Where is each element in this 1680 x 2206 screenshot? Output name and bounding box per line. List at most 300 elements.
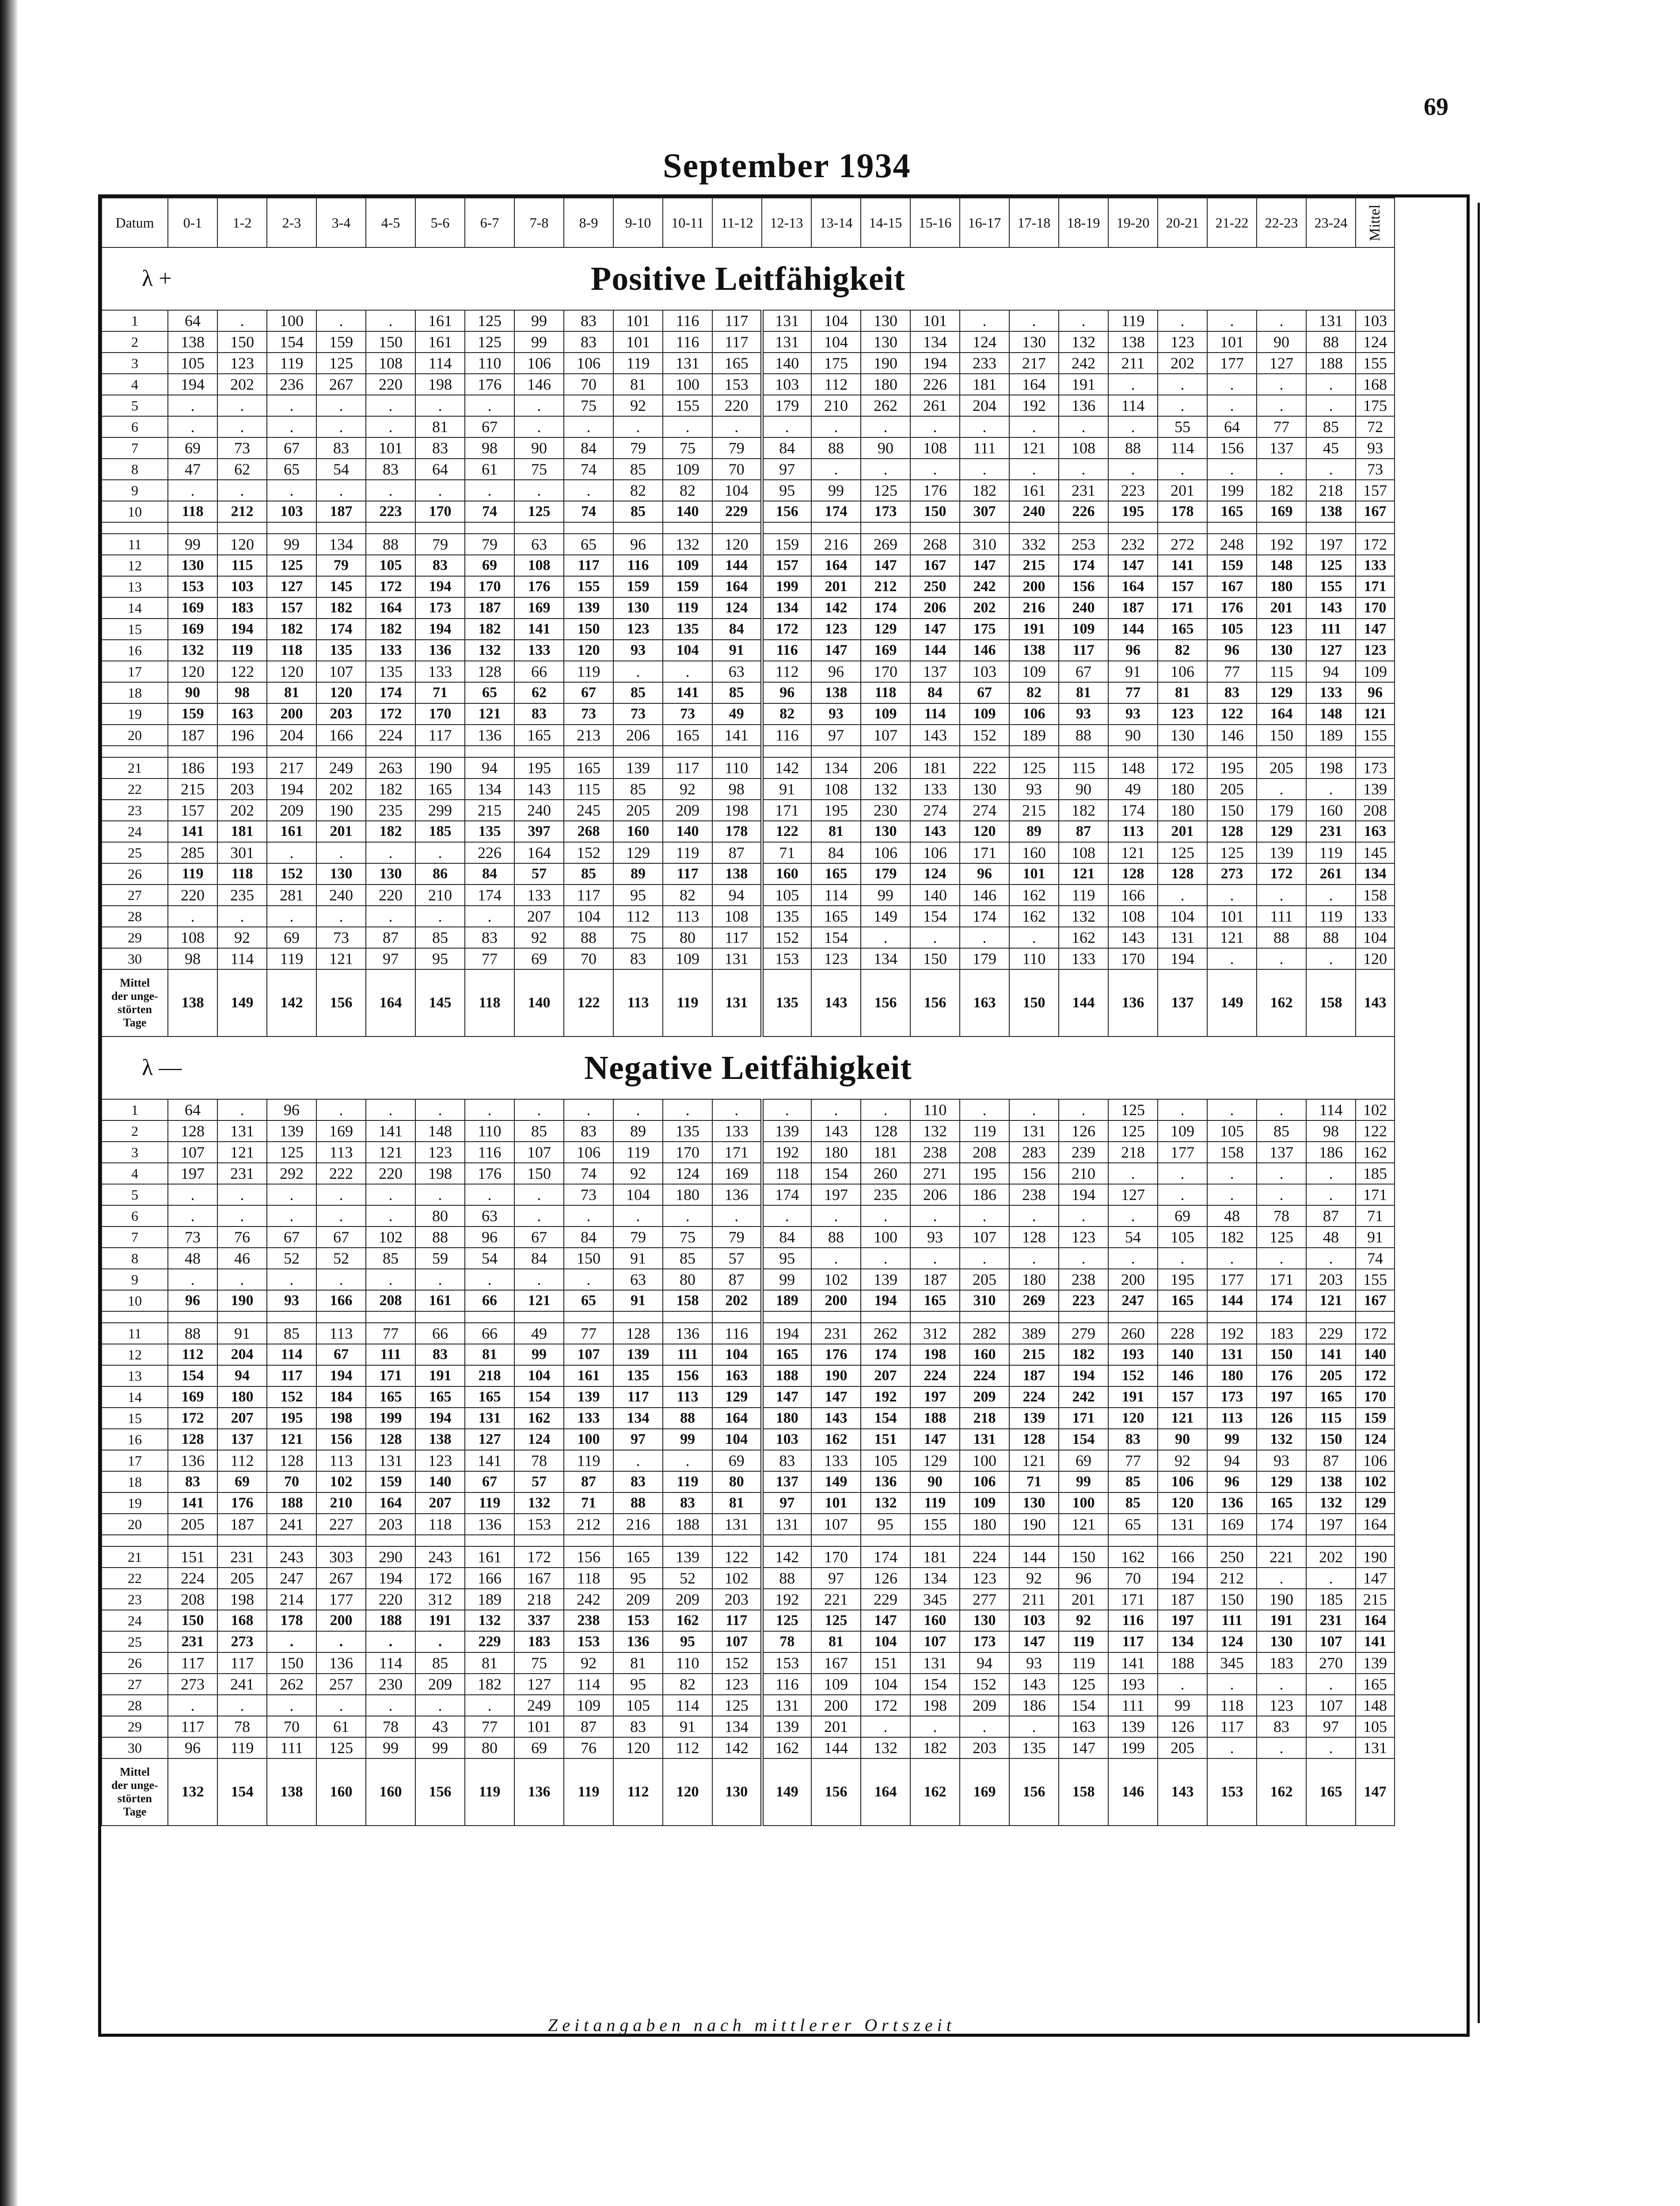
datum-cell: 4 [102, 374, 168, 395]
value-cell: 84 [564, 437, 613, 459]
value-cell: 182 [316, 597, 366, 619]
value-cell: 88 [1059, 725, 1108, 746]
value-cell: 167 [811, 1652, 861, 1674]
value-cell: 197 [168, 1163, 217, 1184]
value-cell: 83 [564, 1120, 613, 1142]
mean-value: 149 [1207, 969, 1257, 1037]
value-cell: 190 [1257, 1589, 1306, 1610]
gap-cell [102, 1311, 168, 1323]
value-cell: 108 [366, 353, 415, 374]
mean-label-line: Mittel [120, 1766, 150, 1778]
value-cell: 170 [811, 1546, 861, 1568]
value-cell: 165 [514, 725, 564, 746]
gap-cell [415, 1535, 465, 1546]
value-cell: 125 [1257, 1226, 1306, 1248]
value-cell: 204 [217, 1344, 267, 1365]
value-cell: 124 [712, 597, 762, 619]
value-cell: 101 [1009, 863, 1059, 885]
value-cell: 177 [1207, 353, 1257, 374]
value-cell: 132 [465, 640, 514, 661]
value-cell: 147 [1108, 555, 1158, 576]
value-cell: 133 [415, 661, 465, 682]
gap-cell [910, 746, 960, 757]
header-hour: 13-14 [811, 198, 861, 247]
value-cell: . [366, 310, 415, 331]
value-cell: 127 [267, 576, 316, 597]
value-cell: 70 [564, 374, 613, 395]
gap-cell [1059, 522, 1108, 534]
gap-cell [1207, 1311, 1257, 1323]
value-cell: 172 [366, 703, 415, 725]
gap-cell [712, 1535, 762, 1546]
value-cell: 107 [168, 1142, 217, 1163]
value-cell: 282 [960, 1323, 1009, 1344]
value-cell: 97 [811, 1568, 861, 1589]
value-cell: 88 [415, 1226, 465, 1248]
value-cell: 156 [762, 501, 811, 522]
value-cell: 99 [861, 885, 910, 906]
value-cell: 270 [1306, 1652, 1356, 1674]
value-cell: 119 [217, 640, 267, 661]
value-cell: 81 [1158, 682, 1207, 703]
value-cell: 144 [811, 1737, 861, 1758]
value-cell: 109 [960, 703, 1009, 725]
value-cell: 52 [316, 1248, 366, 1269]
gap-cell [102, 746, 168, 757]
value-cell: . [663, 1205, 712, 1226]
value-cell: 157 [1158, 576, 1207, 597]
value-cell: 182 [1059, 1344, 1108, 1365]
value-cell: . [960, 310, 1009, 331]
mean-value: 160 [366, 1758, 415, 1826]
negative-section-header [102, 1037, 1395, 1099]
value-cell: . [1059, 1205, 1108, 1226]
value-cell: 181 [861, 1142, 910, 1163]
value-cell: 138 [1306, 501, 1356, 522]
row-mean-cell: 105 [1356, 1716, 1395, 1737]
data-table-frame [98, 194, 1470, 2037]
value-cell: 73 [316, 927, 366, 948]
gap-cell [267, 1535, 316, 1546]
value-cell: 143 [811, 1120, 861, 1142]
value-cell: 141 [712, 725, 762, 746]
value-cell: 119 [663, 1471, 712, 1492]
value-cell: 193 [1108, 1674, 1158, 1695]
value-cell: 124 [514, 1429, 564, 1450]
value-cell: 110 [712, 757, 762, 778]
value-cell: 131 [712, 948, 762, 969]
value-cell: 170 [861, 661, 910, 682]
value-cell: 229 [712, 501, 762, 522]
value-cell: 83 [564, 331, 613, 353]
value-cell: . [663, 1450, 712, 1471]
value-cell: 207 [415, 1492, 465, 1514]
datum-cell: 7 [102, 1226, 168, 1248]
value-cell: 88 [613, 1492, 663, 1514]
row-mean-cell: 71 [1356, 1205, 1395, 1226]
value-cell: 152 [564, 842, 613, 863]
value-cell: 279 [1059, 1323, 1108, 1344]
value-cell: 133 [712, 1120, 762, 1142]
value-cell: 187 [1009, 1365, 1059, 1386]
datum-cell: 12 [102, 1344, 168, 1365]
mean-label-line: störten [118, 1792, 152, 1805]
value-cell: 192 [762, 1589, 811, 1610]
value-cell: 105 [1207, 1120, 1257, 1142]
value-cell: 118 [564, 1568, 613, 1589]
value-cell: 85 [613, 459, 663, 480]
row-mean-cell: 134 [1356, 863, 1395, 885]
value-cell: 195 [960, 1163, 1009, 1184]
value-cell: 261 [910, 395, 960, 416]
value-cell: 108 [811, 778, 861, 800]
value-cell: 124 [1207, 1631, 1257, 1652]
value-cell: 128 [168, 1120, 217, 1142]
value-cell: 88 [762, 1568, 811, 1589]
value-cell: 139 [613, 1344, 663, 1365]
value-cell: 136 [465, 725, 514, 746]
header-hour: 7-8 [514, 198, 564, 247]
value-cell: 130 [861, 331, 910, 353]
value-cell: 130 [960, 1610, 1009, 1631]
row-mean-cell: 164 [1356, 1610, 1395, 1631]
value-cell: . [415, 1184, 465, 1205]
value-cell: . [1158, 310, 1207, 331]
value-cell: 46 [217, 1248, 267, 1269]
value-cell: 128 [1009, 1226, 1059, 1248]
row-mean-cell: 102 [1356, 1471, 1395, 1492]
value-cell: 125 [316, 353, 366, 374]
row-mean-cell: 208 [1356, 800, 1395, 821]
value-cell: 231 [217, 1546, 267, 1568]
value-cell: 147 [811, 1386, 861, 1408]
value-cell: . [762, 1205, 811, 1226]
value-cell: . [1306, 1248, 1356, 1269]
value-cell: 217 [267, 757, 316, 778]
row-mean-cell: 157 [1356, 480, 1395, 501]
value-cell: 91 [613, 1290, 663, 1311]
value-cell: 152 [1108, 1365, 1158, 1386]
value-cell: 226 [1059, 501, 1108, 522]
value-cell: 209 [415, 1674, 465, 1695]
value-cell: 91 [663, 1716, 712, 1737]
value-cell: 100 [1059, 1492, 1108, 1514]
row-gap [102, 746, 1395, 757]
value-cell: 134 [1158, 1631, 1207, 1652]
value-cell: 191 [1108, 1386, 1158, 1408]
value-cell: 54 [316, 459, 366, 480]
value-cell: 208 [960, 1142, 1009, 1163]
value-cell: 206 [910, 1184, 960, 1205]
gap-cell [102, 522, 168, 534]
value-cell: 150 [1257, 725, 1306, 746]
value-cell: 97 [811, 725, 861, 746]
value-cell: 109 [1158, 1120, 1207, 1142]
value-cell: 195 [1108, 501, 1158, 522]
value-cell: 90 [1108, 725, 1158, 746]
value-cell: 139 [613, 757, 663, 778]
value-cell: 165 [910, 1290, 960, 1311]
value-cell: 159 [316, 331, 366, 353]
value-cell: 243 [415, 1546, 465, 1568]
value-cell: 164 [811, 555, 861, 576]
value-cell: 273 [217, 1631, 267, 1652]
value-cell: 133 [910, 778, 960, 800]
value-cell: 141 [168, 1492, 217, 1514]
header-hour: 0-1 [168, 198, 217, 247]
value-cell: 182 [465, 619, 514, 640]
value-cell: 169 [1207, 1514, 1257, 1535]
header-hour: 9-10 [613, 198, 663, 247]
value-cell: 64 [415, 459, 465, 480]
value-cell: . [564, 1205, 613, 1226]
value-cell: 165 [1158, 1290, 1207, 1311]
table-row [102, 395, 1395, 416]
value-cell: . [267, 842, 316, 863]
value-cell: 131 [762, 1514, 811, 1535]
value-cell: 107 [514, 1142, 564, 1163]
value-cell: 166 [316, 1290, 366, 1311]
value-cell: 103 [217, 576, 267, 597]
value-cell: 167 [514, 1568, 564, 1589]
value-cell: . [267, 1184, 316, 1205]
value-cell: 116 [762, 725, 811, 746]
value-cell: 129 [1257, 821, 1306, 842]
value-cell: . [1059, 416, 1108, 437]
row-mean-cell: 139 [1356, 1652, 1395, 1674]
value-cell: 123 [415, 1142, 465, 1163]
value-cell: 189 [1009, 725, 1059, 746]
value-cell: 103 [762, 374, 811, 395]
value-cell: 186 [1009, 1695, 1059, 1716]
mean-value: 138 [168, 969, 217, 1037]
value-cell: 111 [663, 1344, 712, 1365]
value-cell: 118 [1207, 1695, 1257, 1716]
row-mean-cell: 167 [1356, 501, 1395, 522]
value-cell: 70 [564, 948, 613, 969]
row-mean-cell: 124 [1356, 1429, 1395, 1450]
value-cell: 113 [1207, 1408, 1257, 1429]
value-cell: 88 [663, 1408, 712, 1429]
value-cell: 117 [663, 863, 712, 885]
value-cell: 166 [1158, 1546, 1207, 1568]
value-cell: 215 [168, 778, 217, 800]
value-cell: 173 [861, 501, 910, 522]
value-cell: . [267, 395, 316, 416]
value-cell: . [1108, 374, 1158, 395]
mean-label-line: der unge- [111, 1779, 158, 1792]
mean-value: 119 [564, 1758, 613, 1826]
value-cell: 137 [762, 1471, 811, 1492]
value-cell: 121 [1059, 1514, 1108, 1535]
value-cell: 112 [663, 1737, 712, 1758]
value-cell: 74 [564, 501, 613, 522]
value-cell: 95 [762, 480, 811, 501]
value-cell: . [168, 1695, 217, 1716]
value-cell: 148 [415, 1120, 465, 1142]
positive-lambda-symbol: λ + [142, 266, 172, 291]
value-cell: 127 [465, 1429, 514, 1450]
row-mean-cell: 133 [1356, 906, 1395, 927]
value-cell: 73 [217, 437, 267, 459]
value-cell: . [910, 1716, 960, 1737]
table-row [102, 821, 1395, 842]
value-cell: 248 [1207, 534, 1257, 555]
gap-cell [712, 746, 762, 757]
value-cell: 123 [712, 1674, 762, 1695]
value-cell: . [1306, 1163, 1356, 1184]
value-cell: 167 [1207, 576, 1257, 597]
value-cell: 194 [1158, 948, 1207, 969]
datum-cell: 5 [102, 395, 168, 416]
value-cell: 290 [366, 1546, 415, 1568]
value-cell: 151 [861, 1429, 910, 1450]
value-cell: 202 [316, 778, 366, 800]
gap-cell [1306, 1311, 1356, 1323]
value-cell: . [415, 1099, 465, 1120]
value-cell: . [168, 906, 217, 927]
value-cell: 170 [415, 501, 465, 522]
gap-cell [514, 746, 564, 757]
value-cell: 193 [217, 757, 267, 778]
value-cell: 105 [168, 353, 217, 374]
value-cell: 180 [217, 1386, 267, 1408]
value-cell: 78 [366, 1716, 415, 1737]
value-cell: . [217, 1269, 267, 1290]
value-cell: . [1059, 459, 1108, 480]
value-cell: 111 [1108, 1695, 1158, 1716]
value-cell: 191 [415, 1610, 465, 1631]
value-cell: 188 [663, 1514, 712, 1535]
value-cell: 128 [1158, 863, 1207, 885]
value-cell: . [1108, 416, 1158, 437]
value-cell: 82 [613, 480, 663, 501]
value-cell: 164 [514, 842, 564, 863]
value-cell: 104 [663, 640, 712, 661]
value-cell: 138 [1306, 1471, 1356, 1492]
value-cell: 199 [366, 1408, 415, 1429]
value-cell: 123 [415, 1450, 465, 1471]
value-cell: 114 [663, 1695, 712, 1716]
table-row [102, 1290, 1395, 1311]
value-cell: 162 [762, 1737, 811, 1758]
value-cell: 85 [415, 927, 465, 948]
value-cell: 125 [316, 1737, 366, 1758]
value-cell: 128 [267, 1450, 316, 1471]
value-cell: 139 [564, 1386, 613, 1408]
value-cell: 197 [1257, 1386, 1306, 1408]
value-cell: 125 [1009, 757, 1059, 778]
value-cell: . [1009, 1716, 1059, 1737]
value-cell: 48 [168, 1248, 217, 1269]
value-cell: 194 [168, 374, 217, 395]
value-cell: 120 [613, 1737, 663, 1758]
value-cell: 139 [762, 1120, 811, 1142]
value-cell: 117 [712, 331, 762, 353]
table-row [102, 1568, 1395, 1589]
value-cell: 83 [613, 948, 663, 969]
value-cell: 118 [217, 863, 267, 885]
value-cell: 101 [910, 310, 960, 331]
gap-cell [1257, 1311, 1306, 1323]
value-cell: 141 [1158, 555, 1207, 576]
value-cell: 172 [762, 619, 811, 640]
value-cell: 86 [415, 863, 465, 885]
value-cell: 172 [366, 576, 415, 597]
value-cell: 67 [1059, 661, 1108, 682]
value-cell: 125 [465, 310, 514, 331]
value-cell: 123 [1059, 1226, 1108, 1248]
value-cell: 98 [1306, 1120, 1356, 1142]
value-cell: 137 [1257, 1142, 1306, 1163]
value-cell: . [1257, 1737, 1306, 1758]
value-cell: 83 [415, 437, 465, 459]
value-cell: 81 [613, 374, 663, 395]
value-cell: . [861, 927, 910, 948]
value-cell: 100 [960, 1450, 1009, 1471]
value-cell: 106 [564, 1142, 613, 1163]
value-cell: 119 [663, 842, 712, 863]
value-cell: . [415, 480, 465, 501]
header-hour: 23-24 [1306, 198, 1356, 247]
value-cell: 194 [267, 778, 316, 800]
row-mean-cell: 121 [1356, 703, 1395, 725]
table-row [102, 885, 1395, 906]
value-cell: 117 [267, 1365, 316, 1386]
value-cell: 216 [1009, 597, 1059, 619]
value-cell: 103 [762, 1429, 811, 1450]
value-cell: 182 [960, 480, 1009, 501]
value-cell: 199 [1207, 480, 1257, 501]
value-cell: 152 [762, 927, 811, 948]
value-cell: 165 [811, 906, 861, 927]
datum-cell: 21 [102, 757, 168, 778]
value-cell: 131 [1158, 927, 1207, 948]
value-cell: 153 [564, 1631, 613, 1652]
row-mean-cell: 165 [1356, 1674, 1395, 1695]
value-cell: 150 [564, 619, 613, 640]
value-cell: 75 [663, 1226, 712, 1248]
value-cell: 226 [465, 842, 514, 863]
value-cell: 108 [712, 906, 762, 927]
value-cell: 201 [811, 576, 861, 597]
value-cell: 69 [1059, 1450, 1108, 1471]
value-cell: 141 [366, 1120, 415, 1142]
value-cell: . [316, 416, 366, 437]
value-cell: 84 [762, 437, 811, 459]
value-cell: . [366, 1269, 415, 1290]
gap-cell [1108, 746, 1158, 757]
value-cell: 200 [1108, 1269, 1158, 1290]
value-cell: 267 [316, 374, 366, 395]
value-cell: 159 [366, 1471, 415, 1492]
value-cell: 261 [1306, 863, 1356, 885]
table-row [102, 1408, 1395, 1429]
value-cell: 82 [663, 480, 712, 501]
value-cell: 228 [1158, 1323, 1207, 1344]
header-hour: 5-6 [415, 198, 465, 247]
value-cell: 190 [1009, 1514, 1059, 1535]
value-cell: 123 [811, 948, 861, 969]
value-cell: 93 [1009, 778, 1059, 800]
value-cell: 101 [1207, 906, 1257, 927]
value-cell: 141 [1306, 1344, 1356, 1365]
header-hour: 20-21 [1158, 198, 1207, 247]
gap-cell [1158, 746, 1207, 757]
value-cell: 88 [1306, 331, 1356, 353]
value-cell: 164 [366, 597, 415, 619]
datum-cell: 23 [102, 1589, 168, 1610]
